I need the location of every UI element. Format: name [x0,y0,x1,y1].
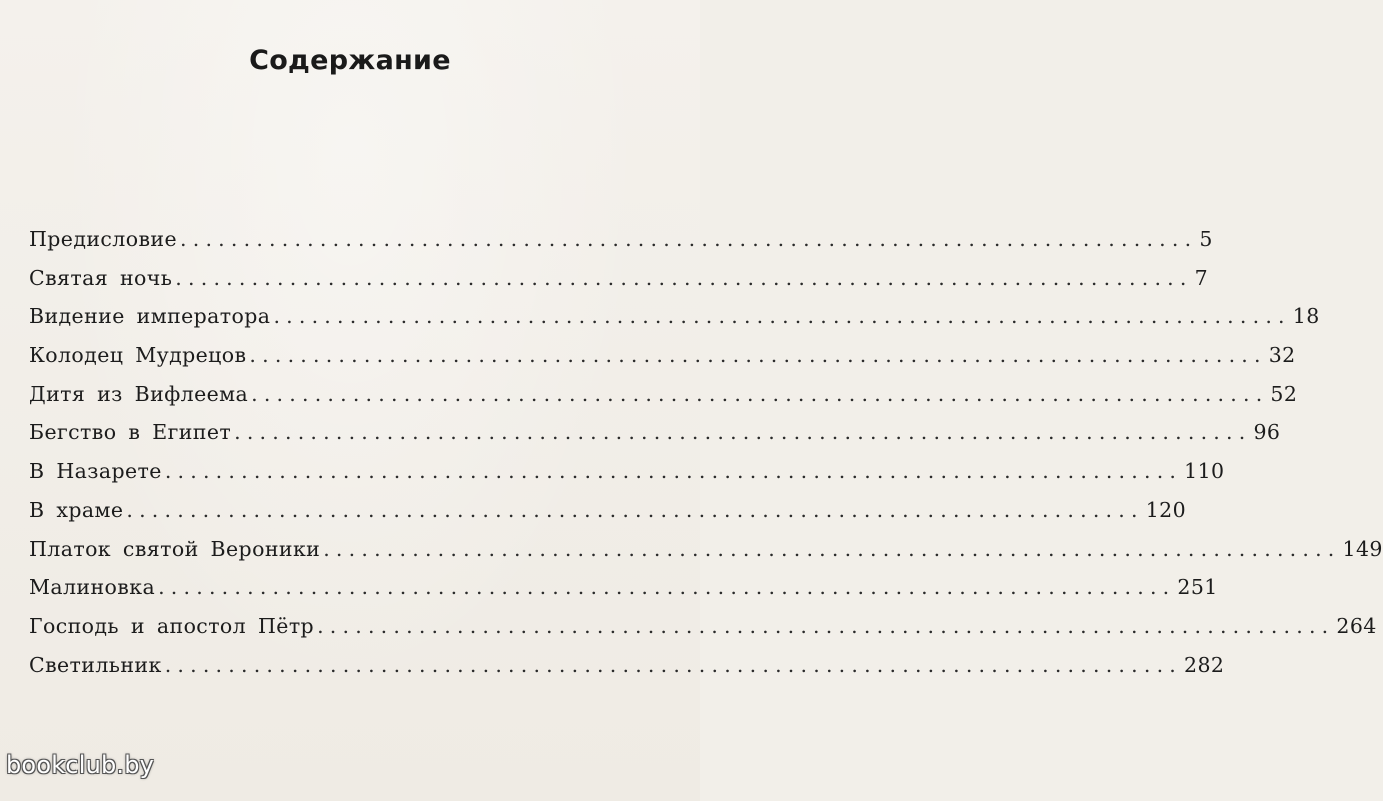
toc-entry [29,607,1377,646]
page-title: Содержание [249,45,451,76]
toc-leader-dots: ................................................................................ [175,265,1193,290]
toc-leader-dots: ................................................................................ [164,459,1183,484]
watermark-text: bookclub.by [6,751,155,779]
toc-leader-dots: ................................................................................ [273,304,1291,329]
toc-entry-title: Господь и апостол Пётр [29,613,315,638]
toc-leader-dots: ................................................................................ [323,536,1341,561]
toc-entry [29,336,1296,375]
toc-leader-dots: ................................................................................ [317,613,1335,638]
toc-entry [29,220,1213,259]
toc-leader-dots: ................................................................................ [180,227,1198,251]
toc-entry-title: Святая ночь [29,265,173,290]
toc-entry [29,297,1320,336]
toc-leader-dots: ................................................................................ [234,420,1252,445]
toc-entry-page: 7 [1194,265,1209,290]
toc-leader-dots: ................................................................................ [249,343,1267,368]
toc-entry [29,413,1281,452]
toc-entry-page: 282 [1184,652,1225,677]
toc-entry [29,568,1218,607]
toc-entry-page: 149 [1342,536,1383,561]
toc-leader-dots: ................................................................................ [251,381,1269,406]
table-of-contents [29,220,1383,684]
toc-entry-page: 5 [1199,227,1213,251]
toc-entry-title: Бегство в Египет [29,420,232,445]
toc-entry-page: 264 [1336,613,1377,638]
toc-entry [29,491,1187,530]
toc-entry [29,259,1209,298]
toc-entry [29,452,1225,491]
toc-entry-title: Светильник [29,652,162,677]
toc-entry-page: 110 [1184,459,1225,484]
toc-entry [29,646,1225,685]
toc-entry-page: 96 [1253,420,1281,445]
toc-entry-title: Дитя из Вифлеема [29,381,249,406]
toc-entry-page: 52 [1270,381,1298,406]
toc-leader-dots: ................................................................................ [158,575,1176,600]
toc-entry-page: 18 [1292,304,1320,329]
toc-entry-title: Малиновка [29,575,156,600]
toc-entry-page: 32 [1268,343,1296,368]
toc-entry-page: 120 [1145,497,1187,522]
toc-leader-dots: ................................................................................ [164,652,1182,677]
toc-entry-page: 251 [1177,575,1218,600]
toc-entry-title: Платок святой Вероники [29,536,321,561]
toc-entry-title: Видение императора [29,304,271,329]
toc-entry-title: В Назарете [29,459,162,484]
toc-entry [29,530,1383,569]
toc-entry-title: Предисловие [29,227,178,251]
toc-entry-title: В храме [29,497,124,522]
toc-entry [29,375,1298,414]
toc-leader-dots: ................................................................................ [126,497,1144,522]
toc-entry-title: Колодец Мудрецов [29,343,247,368]
